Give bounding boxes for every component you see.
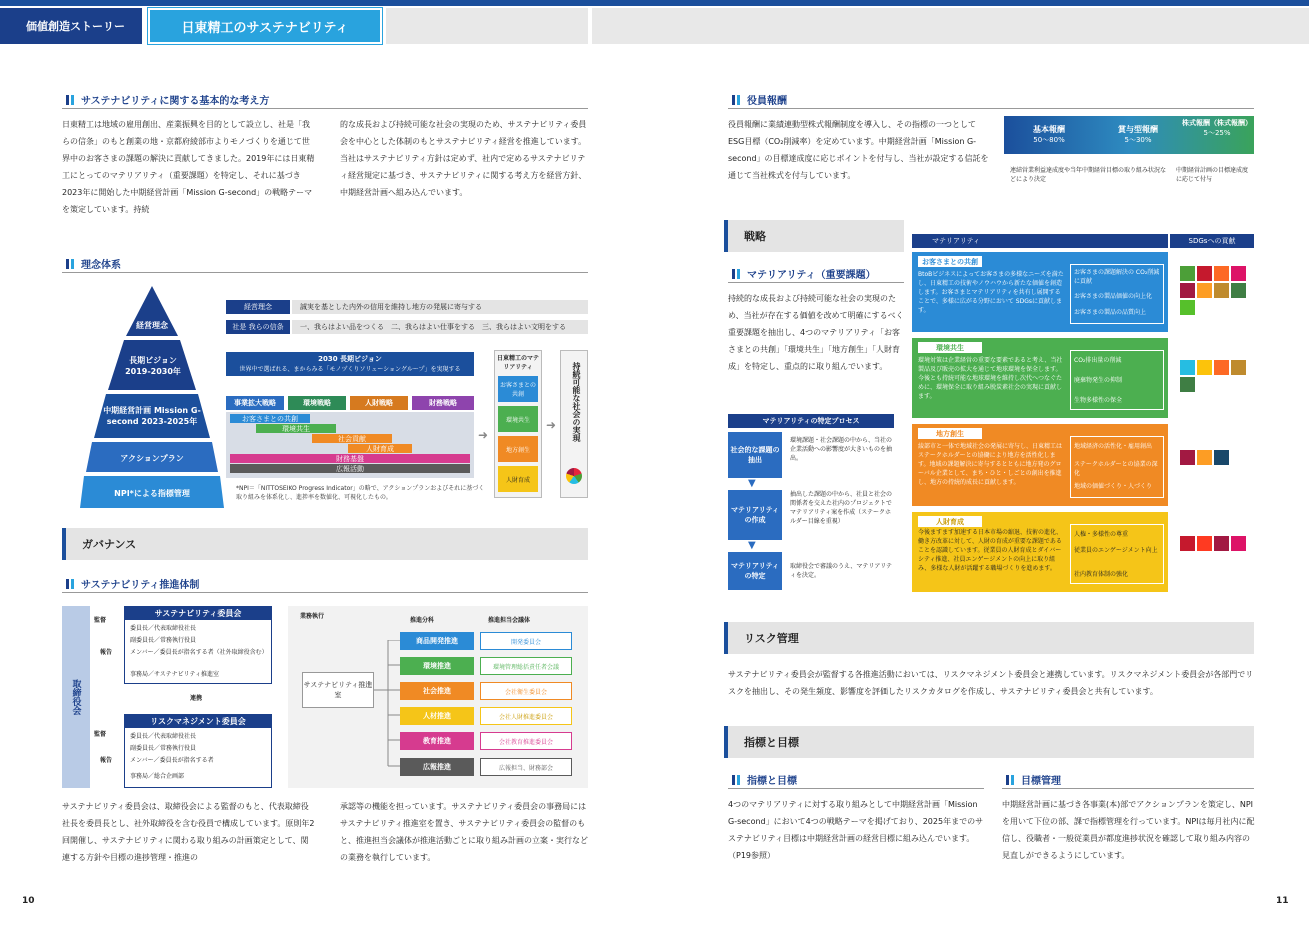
- mat-card-2-item-3: 生物多様性の保全: [1074, 397, 1123, 404]
- step-3-text: 取締役会で審議のうえ、マテリアリティを決定。: [790, 563, 893, 579]
- bar-2: 環境共生: [256, 424, 336, 433]
- growth-4: 財務戦略: [412, 396, 474, 410]
- risk-member-1: 委員長／代表取締役社長: [130, 733, 197, 740]
- npi-note: *NPI＝「NITTOSEIKO Progress Indicator」の略で、アクションプランおよびそれに基づく取り組みを体系化し、進捗率を数値化、可視化したもの。: [236, 485, 485, 501]
- sdg-icon: [1197, 266, 1212, 281]
- comp-g3-label: 株式報酬（株式報酬）: [1182, 119, 1252, 127]
- comp-g1-value: 50〜80%: [1033, 136, 1065, 144]
- metrics-heading-1: 指標と目標: [732, 772, 797, 787]
- bar-1: お客さまとの共創: [230, 414, 310, 423]
- division-6: 広報推進: [400, 758, 474, 776]
- basic-heading: サステナビリティに関する基本的な考え方: [66, 92, 269, 107]
- board-box: [62, 606, 90, 788]
- sdg-icon: [1180, 536, 1195, 551]
- tab-blank-1: [386, 8, 588, 44]
- risk-committee-title: リスクマネジメント委員会: [124, 714, 272, 728]
- step-2-text: 抽出した課題の中から、社員と社会の関係者を交えた社内のプロジェクトでマテリアリティ案を作成（ステークホルダー目線を重視）: [790, 491, 893, 525]
- vision-title: 2030 長期ビジョン: [318, 355, 382, 363]
- rule: [62, 108, 588, 109]
- vision-text: 世界中で選ばれる、まからみる「モノヅくりソリューショングループ」を実現する: [239, 366, 461, 373]
- comp-text: 役員報酬に業績連動型株式報酬制度を導入し、その指標の一つとしてESG目標（CO₂削減率）を定めています。中期経営計画「Mission G-second」の目標達成度に応じポイントを付与し、当社が設定する信託を通じて当社株式を付与しています。: [728, 120, 989, 180]
- kansa-label-2: 監督: [94, 731, 107, 738]
- materiality-heading: マテリアリティ（重要課題）: [732, 266, 876, 281]
- division-col-header: 推進分科: [410, 617, 435, 624]
- sdg-icon: [1231, 266, 1246, 281]
- comp-g1: [1014, 124, 1084, 145]
- sust-member-4: 事務局／サステナビリティ推進室: [130, 671, 220, 678]
- sdg-icons-1: [1170, 266, 1254, 315]
- risk-text: サステナビリティ委員会が監督する各推進活動においては、リスクマネジメント委員会と連携しています。リスクマネジメント委員会が各部門でリスクを抽出し、その発生頻度、影響度を評価したリスクカタログを作成し、サステナビリティ委員会と共有しています。: [728, 670, 1254, 696]
- sdg-icon: [1214, 536, 1229, 551]
- comp-note-1: 連結営業利益達成度や当年中期経営目標の取り組み状況などにより決定: [1010, 167, 1167, 183]
- mat-card-2-title: 環境共生: [918, 342, 982, 353]
- mat-card-1-title: お客さまとの共創: [918, 256, 982, 267]
- comp-g2-label: 賞与型報酬: [1118, 125, 1158, 134]
- step-1-text: 環境課題・社会課題の中から、当社の企業活動への影響度が大きいものを抽出。: [790, 437, 893, 462]
- comp-note-2: 中期経営計画の目標達成度に応じて付与: [1176, 167, 1249, 183]
- kansa-label: 監督: [94, 617, 107, 624]
- sdg-icons-4: [1170, 536, 1254, 551]
- meeting-4: 会社人財推進委員会: [480, 707, 572, 725]
- mat-card-4-title: 人財育成: [918, 516, 982, 527]
- board-label: 取締役会: [70, 679, 81, 715]
- mat-col-header: マテリアリティ: [912, 234, 1168, 248]
- mat-card-4-item-1: 人権・多様性の尊重: [1074, 531, 1129, 538]
- sdg-icon: [1214, 450, 1229, 465]
- bar-5: 財務基盤: [230, 454, 470, 463]
- sust-member-3: メンバー／委員長が指名する者（社外取締役含む）: [130, 649, 268, 656]
- mat-card-1-item-2: お客さまの製品価値の向上化: [1074, 293, 1153, 300]
- division-1: 商品開発推進: [400, 632, 474, 650]
- sdg-col-header: SDGsへの貢献: [1170, 234, 1254, 248]
- growth-2: 環境戦略: [288, 396, 346, 410]
- comp-g1-label: 基本報酬: [1033, 125, 1065, 134]
- risk-member-2: 副委員長／常務執行役員: [130, 745, 197, 752]
- sust-member-2: 副委員長／常務執行役員: [130, 637, 197, 644]
- sdg-icon: [1197, 283, 1212, 298]
- process-title: マテリアリティの特定プロセス: [728, 414, 894, 428]
- shaze-text: 一、我らはよい品をつくる 二、我らはよい仕事をする 三、我らはよい文明をする: [292, 320, 588, 334]
- sust-office: サステナビリティ推進室: [302, 672, 374, 708]
- basic-col2: 的な成長および持続可能な社会の実現のため、サステナビリティ委員会を中心とした体制のもとサステナビリティ経営を推進しています。 当社はサステナビリティ方針は定めず、社内で定めるサステナビリティ経営規定に基づき、サステナビリティに関する考え方を経営方針、中期経営計画へ組み込んでいます。: [340, 120, 591, 197]
- mat-item-1: お客さまとの共創: [498, 376, 538, 402]
- meeting-1: 開発委員会: [480, 632, 572, 650]
- mat-card-3-item-2: ステークホルダーとの協業の深化: [1074, 461, 1158, 477]
- pyr-vision: 長期ビジョン 2019-2030年: [125, 356, 181, 376]
- sdg-icon: [1197, 360, 1212, 375]
- sdg-icons-2: [1170, 360, 1254, 392]
- bar-3: 社会貢献: [312, 434, 392, 443]
- sdg-icon: [1231, 536, 1246, 551]
- metrics-band: 指標と目標: [724, 726, 1254, 758]
- sdg-icon: [1214, 360, 1229, 375]
- mat-card-2-text: 環境対策は企業経営の重要な要素であると考え、当社製品及び販売の拡大を通じて地球環境を保全します。今後とも持続可能な地球環境を維持し次代へつなぐために、環境保全に取り組み脱炭素社会の実現に貢献します。: [918, 357, 1063, 400]
- division-2: 環境推進: [400, 657, 474, 675]
- mat-card-3-item-3: 地域の価値づくり・人づくり: [1074, 483, 1153, 490]
- mat-card-2-item-2: 廃棄物発生の抑制: [1074, 377, 1123, 384]
- bar-4: 人財育成: [348, 444, 412, 453]
- risk-band: リスク管理: [724, 622, 1254, 654]
- tab-sustainability[interactable]: 日東精工のサステナビリティ: [148, 8, 382, 44]
- growth-3: 人財戦略: [350, 396, 408, 410]
- hokoku-label-1: 報告: [100, 649, 113, 656]
- meeting-3: 会社衛生委員会: [480, 682, 572, 700]
- vision-box: [226, 352, 474, 376]
- sdg-icon: [1197, 450, 1212, 465]
- mat-card-1-item-1: お客さまの課題解決の CO₂削減に貢献: [1074, 269, 1160, 285]
- mat-item-2: 環境共生: [498, 406, 538, 432]
- sdg-icon: [1214, 266, 1229, 281]
- rule: [728, 282, 904, 283]
- step-1: 社会的な課題の抽出: [728, 432, 782, 478]
- tab-value-story[interactable]: 価値創造ストーリー: [0, 8, 142, 44]
- gyomu-label: 業務執行: [300, 613, 325, 620]
- basic-col1: 日東精工は地域の雇用創出、産業振興を目的として設立し、社是「我らの信条」のもと創業の地・京都府綾部市よりモノづくりを通じて世界中のお客さまの課題の解決に貢献してきました。2019年には日東精工にとってのマテリアリティ（重要課題）を特定し、それに基づき2023年に開始した中期経営計画「Mission G-second」の戦略テーマを策定しています。持続: [62, 120, 315, 214]
- pyr-midplan: 中期経営計画 Mission G-second 2023-2025年: [103, 406, 201, 426]
- sdg-icon: [1180, 450, 1195, 465]
- metrics-text-2: 中期経営計画に基づき各事業(本)部でアクションプランを策定し、NPIを用いて下位の部、課で指標管理を行っています。NPIは毎月社内に配信し、役職者・一般従業員が都度進捗状況を確認して取り組み内容の見直しができるようにしています。: [1002, 800, 1255, 860]
- risk-member-4: 事務局／総合企画部: [130, 773, 185, 780]
- governance-col1: サステナビリティ委員会は、取締役会による監督のもと、代表取締役社長を委員長とし、社外取締役を含む役員で構成しています。原則年2回開催し、サステナビリティに関わる取り組みの計画策定として、関連する方針や目標の進捗管理・推進の: [62, 802, 315, 862]
- pyr-rinen: 経営理念: [136, 320, 168, 330]
- comp-g3-value: 5〜25%: [1203, 129, 1231, 137]
- division-3: 社会推進: [400, 682, 474, 700]
- rule: [62, 592, 588, 593]
- page-number-right: 11: [1276, 896, 1289, 906]
- rinen-label: 経営理念: [226, 300, 290, 314]
- mat-card-3-text: 綾部市と一体で地域社会の発展に寄与し、日東精工はステークホルダーとの協働により地方を活性化します。地域の課題解決に寄与するとともに地方発のグローバル企業として、まち・ひと・しごとの創出を推進し、地方の持続的成長に貢献します。: [918, 443, 1063, 486]
- governance-band: ガバナンス: [62, 528, 588, 560]
- governance-col2: 承認等の機能を担っています。サステナビリティ委員会の事務局にはサステナビリティ推進室を置き、サステナビリティ委員会の監督のもと、推進担当会議体が推進活動ごとに取り組み計画の立案・実行などの業務を執行しています。: [340, 802, 588, 862]
- renkei-label: 連携: [190, 695, 203, 702]
- meeting-col-header: 推進担当会議体: [488, 617, 531, 624]
- sdg-icon: [1231, 283, 1246, 298]
- sdg-icon: [1214, 283, 1229, 298]
- sdg-icon: [1231, 360, 1246, 375]
- mat-item-4: 人財育成: [498, 466, 538, 492]
- mat-card-1-text: BtoBビジネスによってお客さまの多様なニーズを満たし、日東精工の技術やノウハウから新たな価値を創造します。お客さまとマテリアリティを共有し展開することで、多様に広がる分野において SDGsに貢献します。: [918, 271, 1064, 314]
- pyr-actionplan: アクションプラン: [120, 453, 184, 463]
- step-3: マテリアリティの特定: [728, 552, 782, 590]
- comp-g2-value: 5〜30%: [1124, 136, 1152, 144]
- mat-card-4-item-2: 従業員のエンゲージメント向上: [1074, 547, 1158, 554]
- arrow-right-icon: ➜: [546, 418, 557, 432]
- comp-g3: [1182, 118, 1252, 138]
- materiality-title: 日東精工のマテリアリティ: [496, 355, 539, 371]
- tab-blank-2: [592, 8, 1309, 44]
- mat-card-1-item-3: お客さまの製品の品質向上: [1074, 309, 1147, 316]
- mat-card-3-title: 地方創生: [918, 428, 982, 439]
- pyr-npi: NPI*による指標管理: [114, 488, 190, 498]
- connector-lines: [374, 640, 400, 776]
- sdg-icon: [1180, 300, 1195, 315]
- rule: [728, 788, 984, 789]
- comp-heading: 役員報酬: [732, 92, 787, 107]
- sdg-icon: [1197, 536, 1212, 551]
- sdg-icon: [1180, 266, 1195, 281]
- top-bar: [0, 0, 1309, 6]
- goal-text: 持続可能な社会の実現: [572, 362, 581, 442]
- rule: [728, 108, 1254, 109]
- mat-card-4-item-3: 社内教育体制の強化: [1074, 571, 1129, 578]
- comp-g2: [1098, 124, 1178, 145]
- meeting-5: 会社教育推進委員会: [480, 732, 572, 750]
- hokoku-label-2: 報告: [100, 757, 113, 764]
- philosophy-heading: 理念体系: [66, 256, 121, 271]
- mat-card-4-text: 今後ますます加速する日本市場の縮退、技術の進化、働き方改革に対して、人財の育成が重要な課題であることを認識しています。従業員の人財育成とダイバーシティ推進、社員エンゲージメントの向上に取り組み、多様な人財が活躍する職場づくりを進めます。: [918, 529, 1063, 572]
- mat-card-2-item-1: CO₂排出量の削減: [1074, 357, 1122, 364]
- rule: [62, 272, 588, 273]
- sust-member-1: 委員長／代表取締役社長: [130, 625, 197, 632]
- meeting-2: 環境管理総括責任者会議: [480, 657, 572, 675]
- sdg-icons-3: [1170, 450, 1254, 465]
- mat-card-3-item-1: 地域経済の活性化・雇用創出: [1074, 443, 1153, 450]
- risk-member-3: メンバー／委員長が指名する者: [130, 757, 214, 764]
- chevron-down-icon: ▼: [748, 540, 756, 551]
- sdg-icon: [1180, 283, 1195, 298]
- division-5: 教育推進: [400, 732, 474, 750]
- shaze-label: 社是 我らの信条: [226, 320, 290, 334]
- strategy-text: 持続的な成長および持続可能な社会の実現のため、当社が存在する価値を改めて明確にするべく重要課題を抽出し、4つのマテリアリティ「お客さまとの共創」「環境共生」「地方創生」「人財育成」を特定し、重点的に取り組んでいます。: [728, 294, 904, 371]
- arrow-right-icon: ➜: [478, 428, 489, 442]
- metrics-heading-2: 目標管理: [1006, 772, 1061, 787]
- sust-committee-title: サステナビリティ委員会: [124, 606, 272, 620]
- chevron-down-icon: ▼: [748, 478, 756, 489]
- division-4: 人材推進: [400, 707, 474, 725]
- strategy-band: 戦略: [724, 220, 904, 252]
- step-2: マテリアリティの作成: [728, 490, 782, 540]
- meeting-6: 広報担当、財務部会: [480, 758, 572, 776]
- sdgs-wheel-icon: [566, 468, 582, 484]
- bar-6: 広報活動: [230, 464, 470, 473]
- governance-heading: サステナビリティ推進体制: [66, 576, 199, 591]
- rinen-text: 誠実を基とした内外の信用を維持し地方の発展に寄与する: [292, 300, 588, 314]
- growth-1: 事業拡大戦略: [226, 396, 284, 410]
- metrics-text-1: 4つのマテリアリティに対する取り組みとして中期経営計画「Mission G-second」において4つの戦略テーマを掲げており、2025年までのサステナビリティ目標は中期経営計画の経営目標に組み込んでいます。（P19参照）: [728, 800, 984, 860]
- rule: [1002, 788, 1254, 789]
- sdg-icon: [1180, 360, 1195, 375]
- mat-item-3: 地方創生: [498, 436, 538, 462]
- sdg-icon: [1180, 377, 1195, 392]
- page-number-left: 10: [22, 896, 35, 906]
